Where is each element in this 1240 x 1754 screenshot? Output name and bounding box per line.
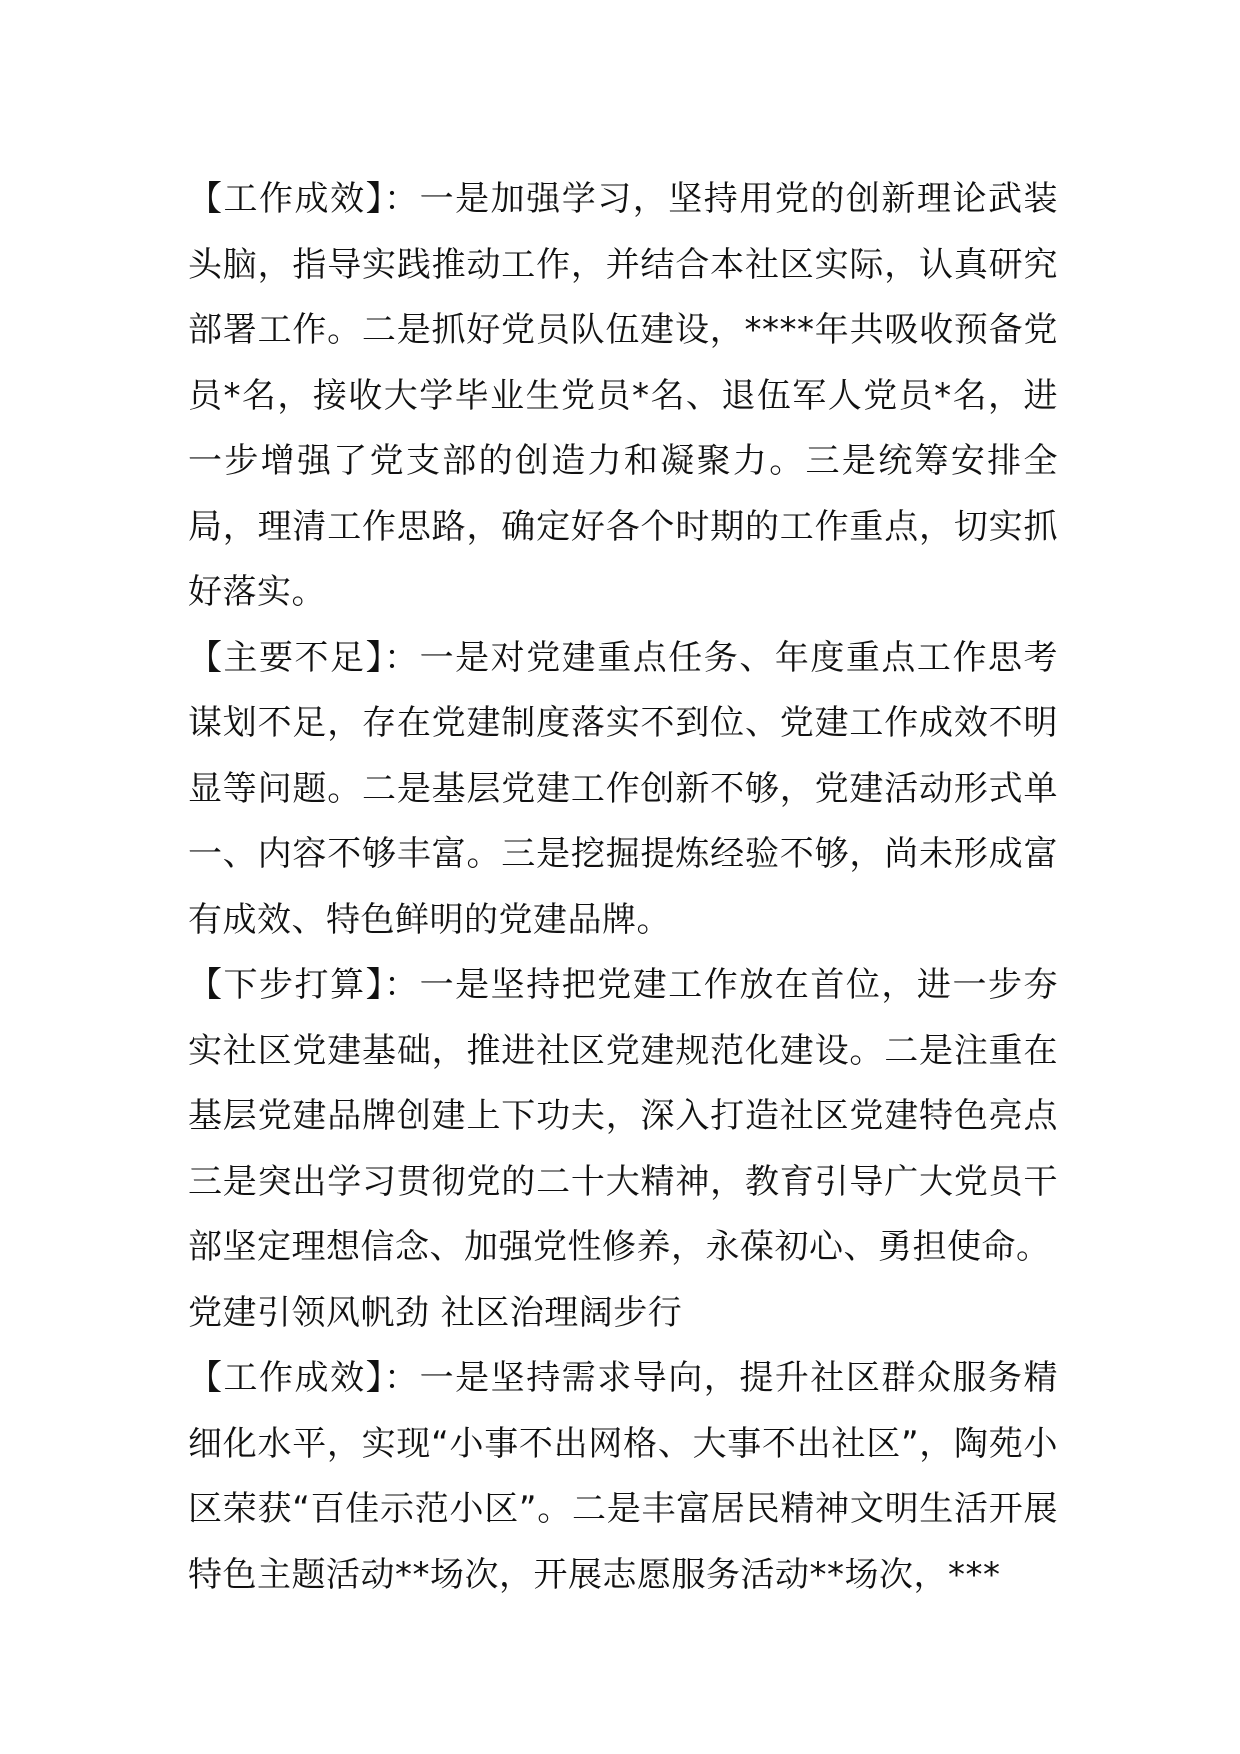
document-body — [188, 167, 1058, 1608]
paragraph-section-work-results: 【工作成效】：一是坚持需求导向，提升社区群众服务精细化水平，实现“小事不出网格、大事不出社区”，陶苑小区荣获“百佳示范小区”。二是丰富居民精神文明生活开展特色主题活动**场次，开展志愿服务活动**场次，*** — [188, 1358, 1058, 1595]
paragraph-next-plans: 【下步打算】：一是坚持把党建工作放在首位，进一步夯实社区党建基础，推进社区党建规范化建设。二是注重在基层党建品牌创建上下功夫，深入打造社区党建特色亮点三是突出学习贯彻党的二十大精神，教育引导广大党员干部坚定理想信念、加强党性修养，永葆初心、勇担使命。 — [188, 965, 1058, 1267]
paragraph-main-shortcomings: 【主要不足】：一是对党建重点任务、年度重点工作思考谋划不足，存在党建制度落实不到位、党建工作成效不明显等问题。二是基层党建工作创新不够，党建活动形式单一、内容不够丰富。三是挖掘提炼经验不够，尚未形成富有成效、特色鲜明的党建品牌。 — [188, 637, 1058, 940]
paragraph-work-results: 【工作成效】：一是加强学习，坚持用党的创新理论武装头脑，指导实践推动工作，并结合本社区实际，认真研究部署工作。二是抓好党员队伍建设，****年共吸收预备党员*名，接收大学毕业生党员*名、退伍军人党员*名，进一步增强了党支部的创造力和凝聚力。三是统筹安排全局，理清工作思路，确定好各个时期的工作重点，切实抓好落实。 — [188, 179, 1058, 612]
section-title: 党建引领风帆劲 社区治理阔步行 — [188, 1292, 683, 1333]
